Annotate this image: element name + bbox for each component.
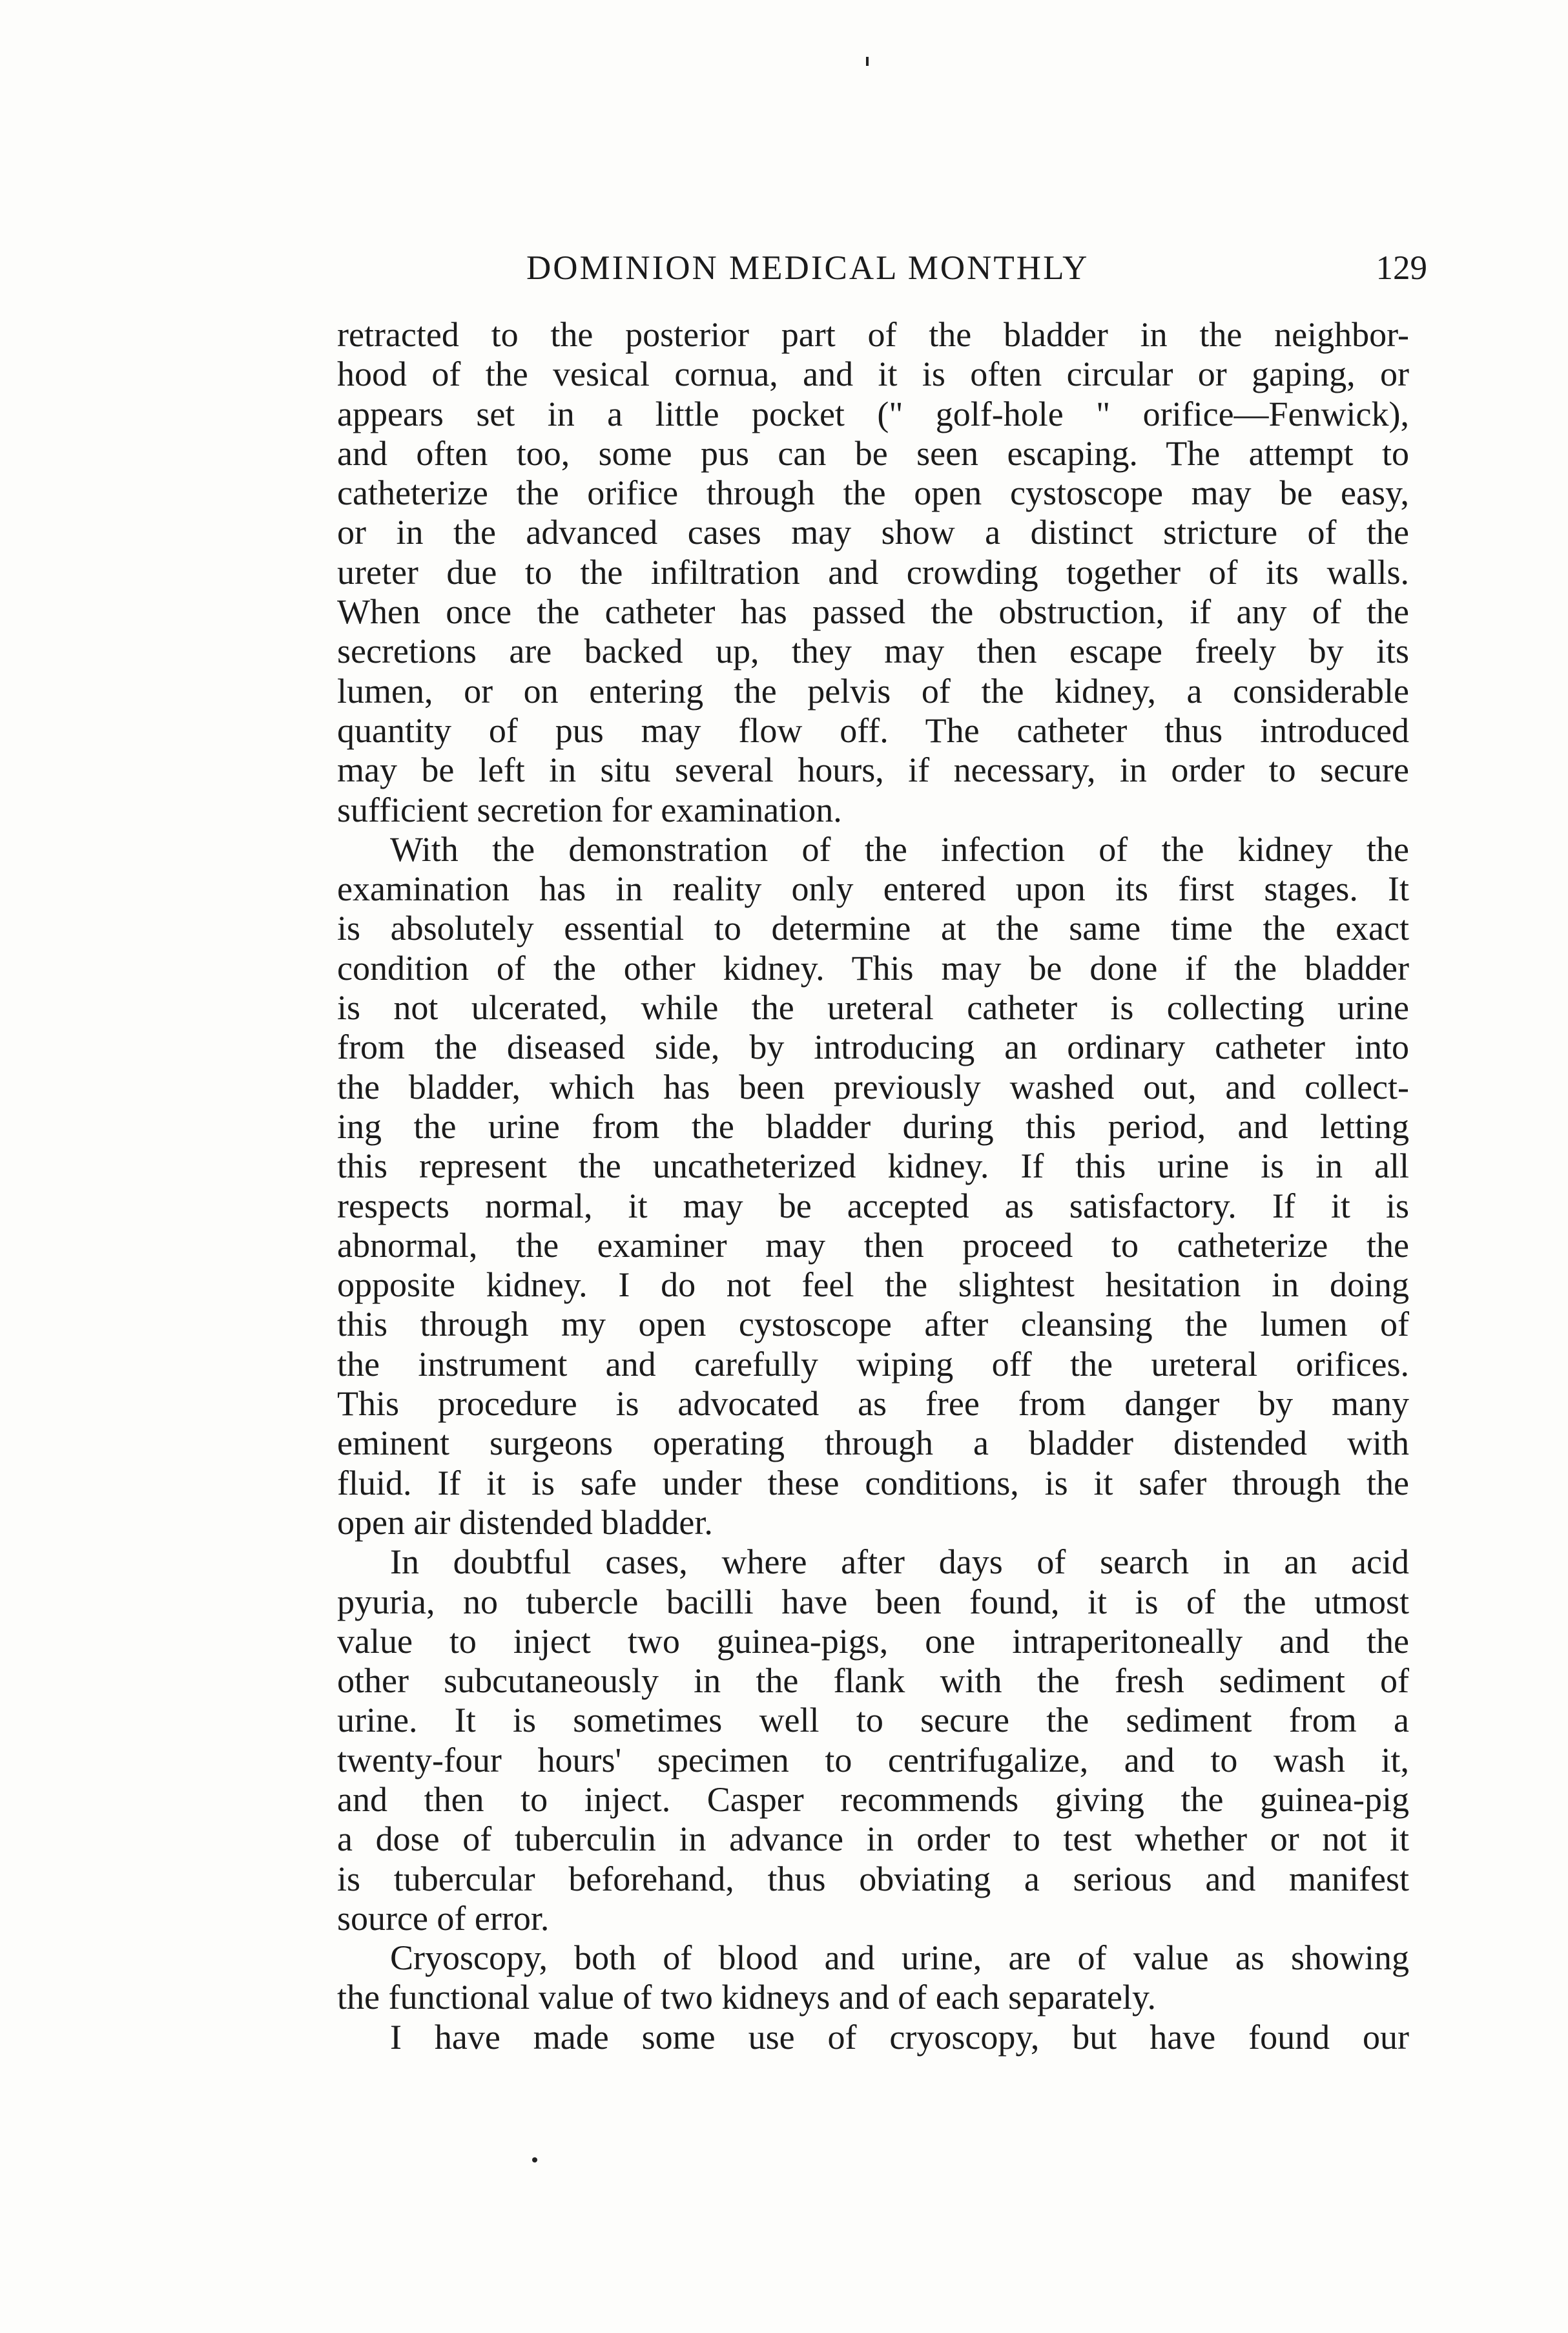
text-line: When once the catheter has passed the obstruction, if any of the [337,592,1409,632]
text-line: urine. It is sometimes well to secure the sediment from a [337,1701,1409,1740]
text-line: is absolutely essential to determine at the same time the exact [337,909,1409,948]
text-line: This procedure is advocated as free from danger by many [337,1384,1409,1424]
text-line: or in the advanced cases may show a distinct stricture of the [337,513,1409,552]
text-line: and then to inject. Casper recommends giving the guinea-pig [337,1779,1409,1819]
text-line: examination has in reality only entered upon its first stages. It [337,869,1409,909]
text-line: the instrument and carefully wiping off the ureteral orifices. [337,1344,1409,1384]
text-line: With the demonstration of the infection of the kidney the [390,829,1409,869]
text-line: source of error. [337,1898,550,1938]
text-line: the functional value of two kidneys and of each separately. [337,1978,1157,2017]
text-line: In doubtful cases, where after days of search in an acid [390,1542,1409,1582]
text-line: from the diseased side, by introducing an ordinary catheter into [337,1028,1409,1067]
text-line: opposite kidney. I do not feel the slightest hesitation in doing [337,1265,1409,1305]
text-line: respects normal, it may be accepted as satisfactory. If it is [337,1186,1409,1225]
text-line: is tubercular beforehand, thus obviating a serious and manifest [337,1859,1409,1898]
text-line: secretions are backed up, they may then escape freely by its [337,632,1409,671]
text-line: fluid. If it is safe under these conditions, is it safer through the [337,1463,1409,1502]
running-header [526,245,1427,291]
body-text [337,315,1409,2057]
text-line: this represent the uncatheterized kidney. If this urine is in all [337,1146,1409,1186]
text-line: eminent surgeons operating through a bladder distended with [337,1424,1409,1463]
text-line: open air distended bladder. [337,1502,713,1542]
print-speck-bottom [532,2157,537,2162]
text-line: ing the urine from the bladder during this period, and letting [337,1106,1409,1146]
text-line: the bladder, which has been previously washed out, and collect- [337,1067,1409,1106]
text-line: and often too, some pus can be seen escaping. The attempt to [337,433,1409,473]
text-line: is not ulcerated, while the ureteral catheter is collecting urine [337,988,1409,1028]
text-line: this through my open cystoscope after cleansing the lumen of [337,1305,1409,1344]
text-line: pyuria, no tubercle bacilli have been found, it is of the utmost [337,1582,1409,1621]
text-line: sufficient secretion for examination. [337,790,842,829]
text-line: ureter due to the infiltration and crowding together of its walls. [337,552,1409,592]
text-line: condition of the other kidney. This may be done if the bladder [337,948,1409,988]
text-line: I have made some use of cryoscopy, but have found our [390,2017,1409,2057]
journal-title: DOMINION MEDICAL MONTHLY [526,249,1089,287]
print-speck-top [866,57,869,66]
text-line: Cryoscopy, both of blood and urine, are of value as showing [390,1938,1409,1978]
text-line: value to inject two guinea-pigs, one intraperitoneally and the [337,1621,1409,1661]
text-line: appears set in a little pocket (" golf-hole " orifice—Fenwick), [337,394,1409,433]
page-number: 129 [1376,249,1427,287]
text-line: twenty-four hours' specimen to centrifugalize, and to wash it, [337,1740,1409,1779]
text-line: retracted to the posterior part of the bladder in the neighbor- [337,315,1409,354]
text-line: a dose of tuberculin in advance in order to test whether or not it [337,1820,1409,1859]
text-line: abnormal, the examiner may then proceed to catheterize the [337,1225,1409,1265]
text-line: quantity of pus may flow off. The catheter thus introduced [337,710,1409,750]
text-line: other subcutaneously in the flank with the fresh sediment of [337,1661,1409,1701]
text-line: may be left in situ several hours, if necessary, in order to secure [337,751,1409,790]
text-line: catheterize the orifice through the open cystoscope may be easy, [337,473,1409,513]
text-line: hood of the vesical cornua, and it is often circular or gaping, or [337,355,1409,394]
text-line: lumen, or on entering the pelvis of the kidney, a considerable [337,671,1409,710]
